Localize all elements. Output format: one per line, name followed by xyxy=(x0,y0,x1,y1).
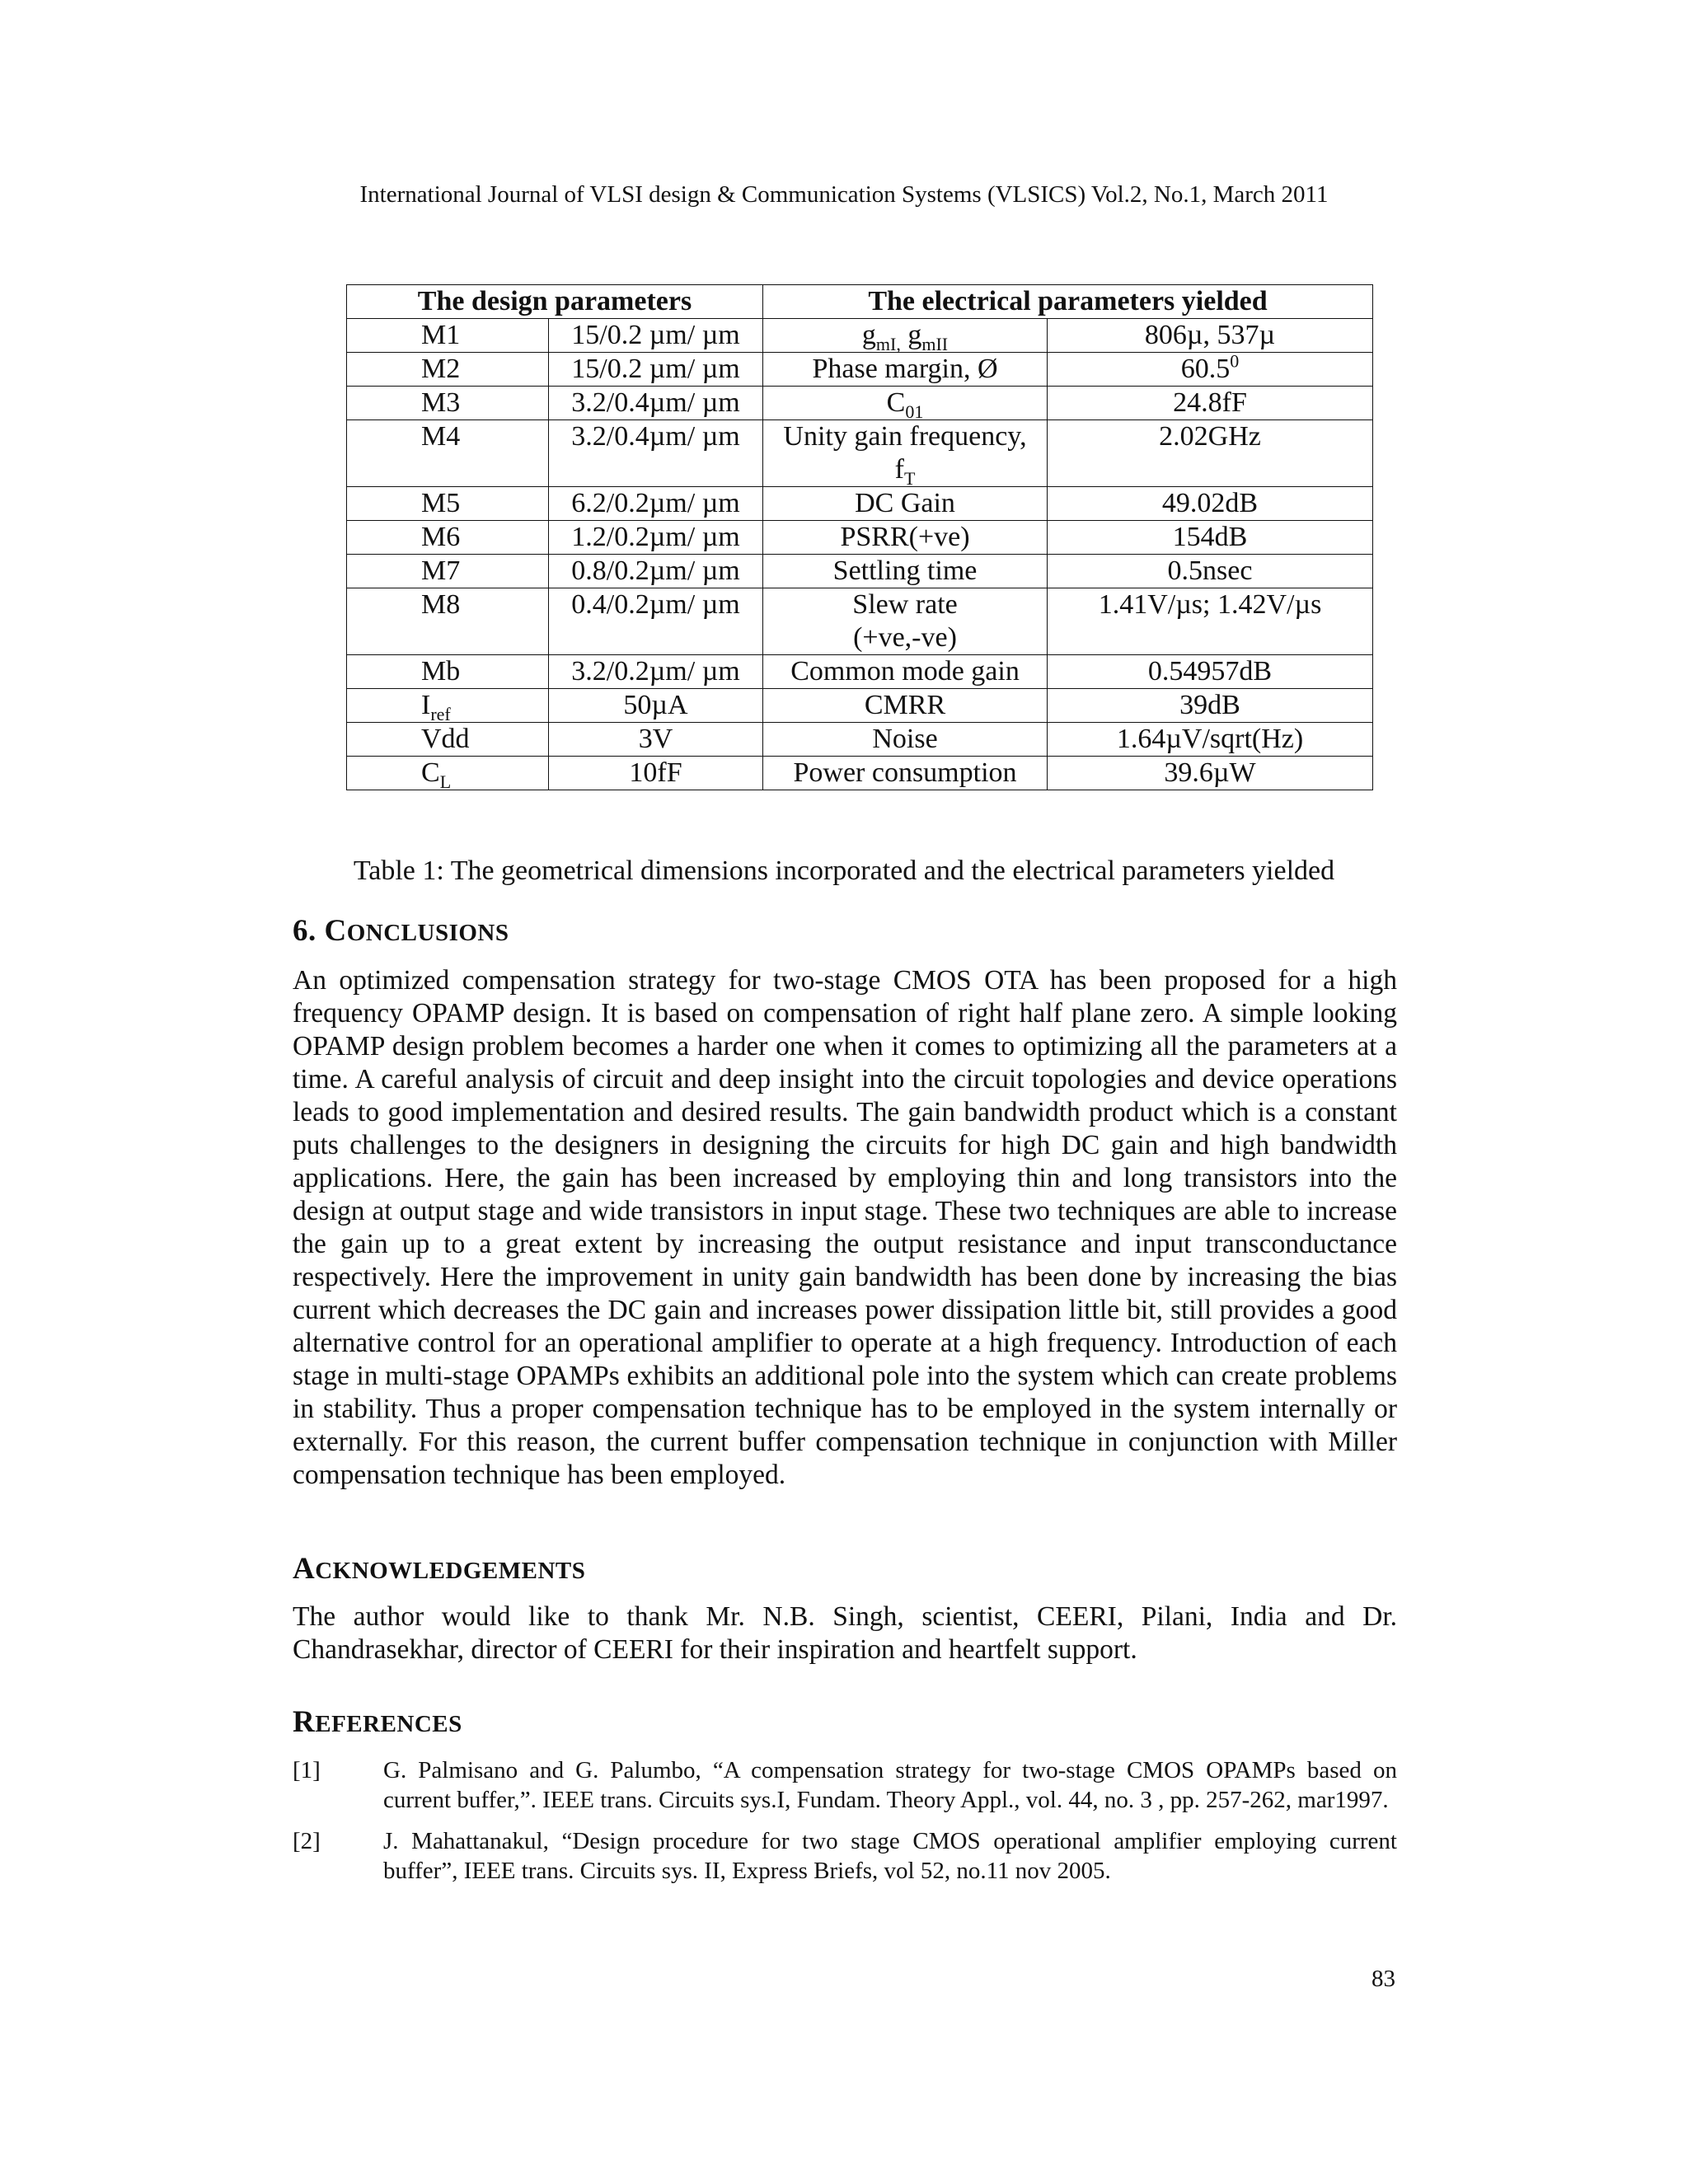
reference-number: [2] xyxy=(293,1828,321,1854)
electrical-cell: Common mode gain xyxy=(763,655,1048,689)
electrical-parameters-header: The electrical parameters yielded xyxy=(763,285,1373,319)
table-caption: Table 1: The geometrical dimensions incorporated and the electrical parameters yielded xyxy=(353,855,1335,886)
table-row xyxy=(347,555,1373,588)
ft-sub: T xyxy=(903,467,916,489)
value-cell: 154dB xyxy=(1048,521,1373,555)
table-row xyxy=(347,353,1373,387)
value-cell: 39.6µW xyxy=(1048,757,1373,790)
dimension-cell: 3.2/0.4µm/ µm xyxy=(549,387,763,420)
electrical-cell: PSRR(+ve) xyxy=(763,521,1048,555)
param-cell: M4 xyxy=(347,420,549,487)
table-row xyxy=(347,588,1373,655)
dimension-cell: 3V xyxy=(549,723,763,757)
iref-sub: ref xyxy=(430,703,451,724)
param-cell: M3 xyxy=(347,387,549,420)
reference-text: J. Mahattanakul, “Design procedure for two stage CMOS operational amplifier employing current buffer”, IEEE trans. Circuits sys. II, Express Briefs, vol 52, no.11 nov 2005. xyxy=(383,1828,1397,1884)
dimension-cell: 0.4/0.2µm/ µm xyxy=(549,588,763,655)
param-cell: Mb xyxy=(347,655,549,689)
electrical-cell xyxy=(763,588,1048,655)
dimension-cell: 6.2/0.2µm/ µm xyxy=(549,487,763,521)
electrical-cell: $g_{mI,}$ $g_{mII}$ xyxy=(763,319,1048,353)
heading-initial: A xyxy=(293,1552,316,1586)
dimension-cell: 1.2/0.2µm/ µm xyxy=(549,521,763,555)
param-cell xyxy=(347,757,549,790)
dimension-cell: 50µA xyxy=(549,689,763,723)
gm-sub-1: mI, xyxy=(875,333,901,354)
table-row xyxy=(347,487,1373,521)
acknowledgements-paragraph: The author would like to thank Mr. N.B. Singh, scientist, CEERI, Pilani, India and Dr. Chandrasekhar, director of CEERI for their inspiration and heartfelt support. xyxy=(293,1601,1397,1665)
dimension-cell: 3.2/0.2µm/ µm xyxy=(549,655,763,689)
param-cell: M8 xyxy=(347,588,549,655)
value-cell: 1.41V/µs; 1.42V/µs xyxy=(1048,588,1373,655)
slew-rate-sub-label: (+ve,-ve) xyxy=(853,622,957,653)
electrical-cell: CMRR xyxy=(763,689,1048,723)
slew-rate-label: Slew rate xyxy=(852,589,958,620)
electrical-cell: DC Gain xyxy=(763,487,1048,521)
cl-label: C xyxy=(421,757,440,788)
reference-item xyxy=(293,1826,1397,1886)
parameters-table xyxy=(346,284,1373,790)
value-cell: 0.54957dB xyxy=(1048,655,1373,689)
reference-item xyxy=(293,1755,1397,1815)
electrical-cell: Power consumption xyxy=(763,757,1048,790)
reference-text: G. Palmisano and G. Palumbo, “A compensation strategy for two-stage CMOS OPAMPs based on current buffer,”. IEEE trans. Circuits sys.I, Fundam. Theory Appl., vol. 44, no. 3 , pp. 257-262, mar1997. xyxy=(383,1757,1397,1813)
table-header-row xyxy=(347,285,1373,319)
table-row xyxy=(347,521,1373,555)
table-row xyxy=(347,655,1373,689)
heading-rest: ONCLUSIONS xyxy=(346,920,509,946)
dimension-cell: 15/0.2 µm/ µm xyxy=(549,319,763,353)
electrical-cell xyxy=(763,387,1048,420)
param-cell: M2 xyxy=(347,353,549,387)
value-cell: 39dB xyxy=(1048,689,1373,723)
section-number: 6. xyxy=(293,914,316,948)
electrical-cell xyxy=(763,420,1048,487)
heading-rest: EFERENCES xyxy=(315,1711,462,1737)
acknowledgements-heading xyxy=(293,1551,585,1586)
ft-label: f xyxy=(894,454,904,485)
dimension-cell: 0.8/0.2µm/ µm xyxy=(549,555,763,588)
dimension-cell: 10fF xyxy=(549,757,763,790)
value-cell: 1.64µV/sqrt(Hz) xyxy=(1048,723,1373,757)
param-cell: Vdd xyxy=(347,723,549,757)
conclusions-paragraph: An optimized compensation strategy for two-stage CMOS OTA has been proposed for a high frequency OPAMP design. It is based on compensation of right half plane zero. A simple looking OPAMP design problem becomes a harder one when it comes to optimizing all the parameters at a time. A careful analysis of circuit and deep insight into the circuit topologies and device operations leads to good implementation and desired results. The gain bandwidth product which is a constant puts challenges to the designers in designing the circuits for high DC gain and high bandwidth applications. Here, the gain has been increased by employing thin and long transistors into the design at output stage and wide transistors in input stage. These two techniques are able to increase the gain up to a great extent by increasing the output resistance and input transconductance respectively. Here the improvement in unity gain bandwidth has been done by increasing the bias current which decreases the DC gain and increases power dissipation little bit, still provides a good alternative control for an operational amplifier to operate at a high frequency. Introduction of each stage in multi-stage OPAMPs exhibits an additional pole into the system which can create problems in stability. Thus a proper compensation technique has to be employed in the system internally or externally. For this reason, the current buffer compensation technique in conjunction with Miller compensation technique has been employed. xyxy=(293,965,1397,1490)
table-row xyxy=(347,689,1373,723)
value-cell: 2.02GHz xyxy=(1048,420,1373,487)
electrical-cell: Phase margin, Ø xyxy=(763,353,1048,387)
heading-initial: R xyxy=(293,1705,316,1739)
phase-superscript: 0 xyxy=(1230,350,1240,372)
dimension-cell: 3.2/0.4µm/ µm xyxy=(549,420,763,487)
reference-number: [1] xyxy=(293,1757,321,1783)
running-header: International Journal of VLSI design & Communication Systems (VLSICS) Vol.2, No.1, March 2011 xyxy=(359,181,1329,208)
table-row xyxy=(347,757,1373,790)
c01-label: C xyxy=(886,387,906,418)
electrical-cell: Settling time xyxy=(763,555,1048,588)
c01-sub: 01 xyxy=(905,401,924,422)
conclusions-heading xyxy=(293,913,509,949)
design-parameters-header: The design parameters xyxy=(347,285,763,319)
table-row xyxy=(347,387,1373,420)
references-heading xyxy=(293,1704,462,1740)
phase-value: 60.5 xyxy=(1180,354,1231,384)
table-row xyxy=(347,420,1373,487)
unity-gain-label: Unity gain frequency, xyxy=(783,421,1027,452)
table-row xyxy=(347,319,1373,353)
value-cell: 24.8fF xyxy=(1048,387,1373,420)
gm-sub-2: mII xyxy=(921,333,949,354)
heading-initial: C xyxy=(324,914,347,948)
cl-sub: L xyxy=(439,771,452,792)
param-cell: M6 xyxy=(347,521,549,555)
references-list xyxy=(293,1755,1397,1897)
page-number: 83 xyxy=(1372,1966,1395,1992)
param-cell: M7 xyxy=(347,555,549,588)
value-cell: 49.02dB xyxy=(1048,487,1373,521)
param-cell: M1 xyxy=(347,319,549,353)
dimension-cell: 15/0.2 µm/ µm xyxy=(549,353,763,387)
value-cell: 806µ, 537µ xyxy=(1048,319,1373,353)
param-cell: M5 xyxy=(347,487,549,521)
iref-label: I xyxy=(421,690,431,720)
heading-rest: CKNOWLEDGEMENTS xyxy=(315,1558,586,1584)
table-row xyxy=(347,723,1373,757)
value-cell xyxy=(1048,350,1373,387)
value-cell: 0.5nsec xyxy=(1048,555,1373,588)
electrical-cell: Noise xyxy=(763,723,1048,757)
param-cell xyxy=(347,689,549,723)
